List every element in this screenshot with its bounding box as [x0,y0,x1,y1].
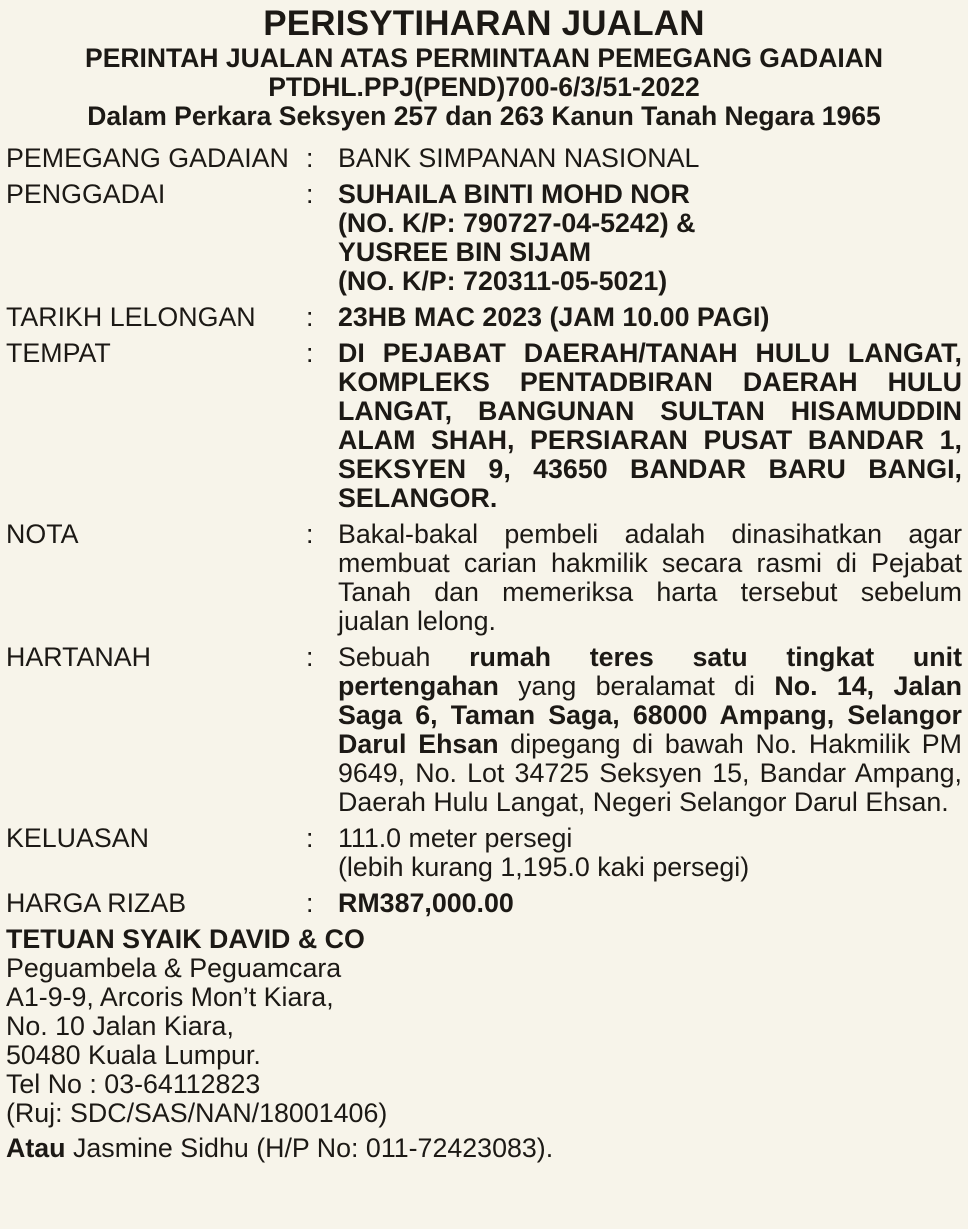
notice-subtitle: PERINTAH JUALAN ATAS PERMINTAAN PEMEGANG GADAIAN [85,43,883,73]
row-auction-date [6,303,962,332]
colon: : [306,823,314,853]
alternative-contact [6,1134,962,1163]
property-value [338,643,962,817]
auction-date-value: 23HB MAC 2023 (JAM 10.00 PAGI) [338,302,770,332]
chargor-2-ic: (NO. K/P: 720311-05-5021) [338,266,668,296]
firm-description: Peguambela & Peguamcara [6,953,342,983]
firm-address-line-1: A1-9-9, Arcoris Mon’t Kiara, [6,982,334,1012]
property-label: HARTANAH [6,642,151,672]
row-area [6,824,962,882]
chargee-label: PEMEGANG GADAIAN [6,143,289,173]
row-chargors [6,180,962,296]
firm-name: TETUAN SYAIK DAVID & CO [6,924,365,954]
property-text-1: Sebuah [338,642,470,672]
colon: : [306,143,314,173]
reserve-price-value: RM387,000.00 [338,888,514,918]
property-address: No. 14, Jalan Saga 6, Taman Saga, 68000 Ampang, Selangor Darul Ehsan [338,671,962,759]
colon: : [306,642,314,672]
chargor-2-name: YUSREE BIN SIJAM [338,237,592,267]
colon: : [306,338,314,368]
firm-address-line-3: 50480 Kuala Lumpur. [6,1040,261,1070]
area-value [338,824,962,882]
notice-title: PERISYTIHARAN JUALAN [263,4,705,43]
alternative-prefix: Atau [6,1133,66,1163]
chargor-1-ic: (NO. K/P: 790727-04-5242) & [338,208,696,238]
note-value: Bakal-bakal pembeli adalah dinasihatkan agar membuat carian hakmilik secara rasmi di Pejabat Tanah dan memeriksa harta tersebut sebelum jualan lelong. [338,519,962,636]
colon: : [306,302,314,332]
row-reserve-price [6,889,962,918]
auction-date-label: TARIKH LELONGAN [6,302,256,332]
chargors-value [338,180,962,296]
property-type: rumah teres satu tingkat unit pertengahan [338,642,962,701]
property-title-details: dipegang di bawah No. Hakmilik PM 9649, No. Lot 34725 Seksyen 15, Bandar Ampang, Daerah Hulu Langat, Negeri Selangor Darul Ehsan. [338,729,962,817]
colon: : [306,888,314,918]
note-label: NOTA [6,519,79,549]
reserve-price-label: HARGA RIZAB [6,888,187,918]
firm-phone: Tel No : 03-64112823 [6,1069,261,1099]
venue-label: TEMPAT [6,338,111,368]
colon: : [306,179,314,209]
row-chargee [6,144,962,173]
colon: : [306,519,314,549]
reference-number: PTDHL.PPJ(PEND)700-6/3/51-2022 [268,72,700,102]
legal-basis: Dalam Perkara Seksyen 257 dan 263 Kanun Tanah Negara 1965 [87,101,881,131]
details-table [6,144,962,918]
area-imperial: (lebih kurang 1,195.0 kaki persegi) [338,852,750,882]
alternative-contact-text: Jasmine Sidhu (H/P No: 011-72423083). [65,1133,554,1163]
row-venue [6,339,962,513]
chargor-1-name: SUHAILA BINTI MOHD NOR [338,179,690,209]
law-firm-block [6,925,962,1128]
venue-value: DI PEJABAT DAERAH/TANAH HULU LANGAT, KOMPLEKS PENTADBIRAN DAERAH HULU LANGAT, BANGUNAN SULTAN HISAMUDDIN ALAM SHAH, PERSIARAN PUSAT BANDAR 1, SEKSYEN 9, 43650 BANDAR BARU BANGI, SELANGOR. [338,338,962,513]
row-property [6,643,962,817]
property-text-2: yang beralamat di [498,671,775,701]
row-note [6,520,962,636]
firm-reference: (Ruj: SDC/SAS/NAN/18001406) [6,1098,388,1128]
area-metric: 111.0 meter persegi [338,823,573,853]
chargee-value: BANK SIMPANAN NASIONAL [338,143,700,173]
area-label: KELUASAN [6,823,149,853]
notice-header [6,4,962,131]
chargors-label: PENGGADAI [6,179,166,209]
firm-address-line-2: No. 10 Jalan Kiara, [6,1011,234,1041]
